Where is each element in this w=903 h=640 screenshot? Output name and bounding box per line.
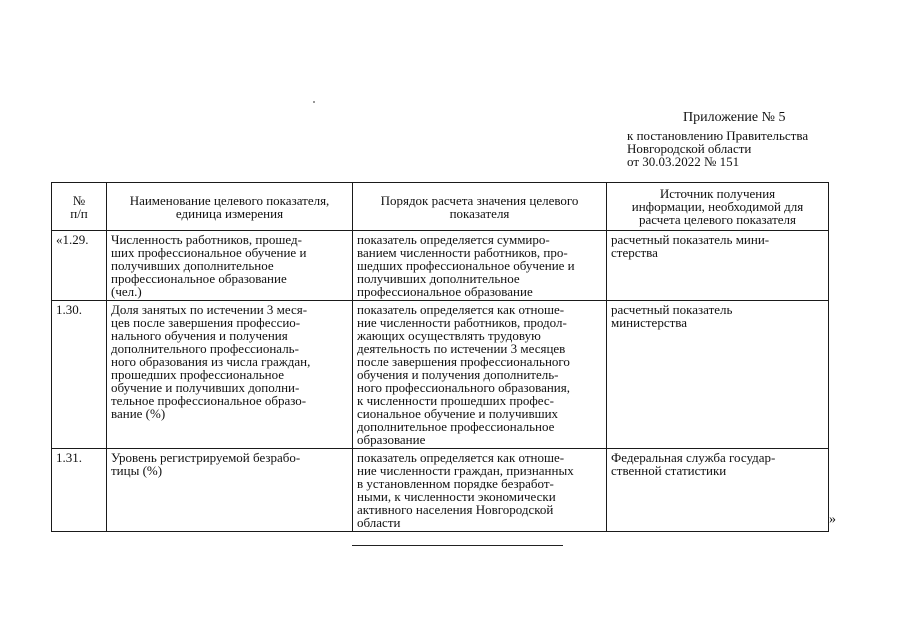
column-header-method: Порядок расчета значения целевого показателя (353, 183, 607, 231)
column-header-number: № п/п (52, 183, 107, 231)
indicators-table (51, 182, 829, 532)
information-source: Федеральная служба государ- ственной статистики (607, 449, 829, 532)
end-separator-line (352, 545, 563, 546)
row-number: 1.31. (52, 449, 107, 532)
table-row (52, 301, 829, 449)
closing-quote: » (829, 512, 836, 527)
table-row (52, 231, 829, 301)
row-number: «1.29. (52, 231, 107, 301)
column-header-name: Наименование целевого показателя, единица измерения (107, 183, 353, 231)
appendix-reference (627, 129, 808, 168)
appendix-ref-line: к постановлению Правительства (627, 128, 809, 143)
indicator-name: Численность работников, прошед- ших профессиональное обучение и получивших дополнительное профессиональное образование (чел.) (107, 231, 353, 301)
indicator-name: Уровень регистрируемой безрабо- тицы (%) (107, 449, 353, 532)
calculation-method: показатель определяется как отноше- ние численности граждан, признанных в установленном порядке безработ- ными, к численности экономически активного населения Новгородской области (353, 449, 607, 532)
scan-speck (313, 101, 315, 103)
indicator-name: Доля занятых по истечении 3 меся- цев после завершения профессио- нального обучения и получения дополнительного профессиональ- ного образования из числа граждан, прошедших профессиональное обучение и получивших дополни- тельное профессиональное образо- вание (%) (107, 301, 353, 449)
appendix-ref-line: Новгородской области (627, 141, 752, 156)
table-header-row (52, 183, 829, 231)
calculation-method: показатель определяется суммиро- ванием численности работников, про- шедших профессиональное обучение и получивших дополнительное профессиональное образование (353, 231, 607, 301)
information-source: расчетный показатель министерства (607, 301, 829, 449)
appendix-title: Приложение № 5 (683, 110, 786, 125)
information-source: расчетный показатель мини- стерства (607, 231, 829, 301)
table-row (52, 449, 829, 532)
appendix-ref-date: от 30.03.2022 № 151 (627, 154, 740, 169)
row-number: 1.30. (52, 301, 107, 449)
calculation-method: показатель определяется как отноше- ние численности работников, продол- жающих осуществлять трудовую деятельность по истечении 3 месяцев после завершения профессионального обучения и получения дополнитель- ного профессионального образования, к численности прошедших профес- сиональное обучение и получивших дополнительное профессиональное образование (353, 301, 607, 449)
column-header-source: Источник получения информации, необходимой для расчета целевого показателя (607, 183, 829, 231)
